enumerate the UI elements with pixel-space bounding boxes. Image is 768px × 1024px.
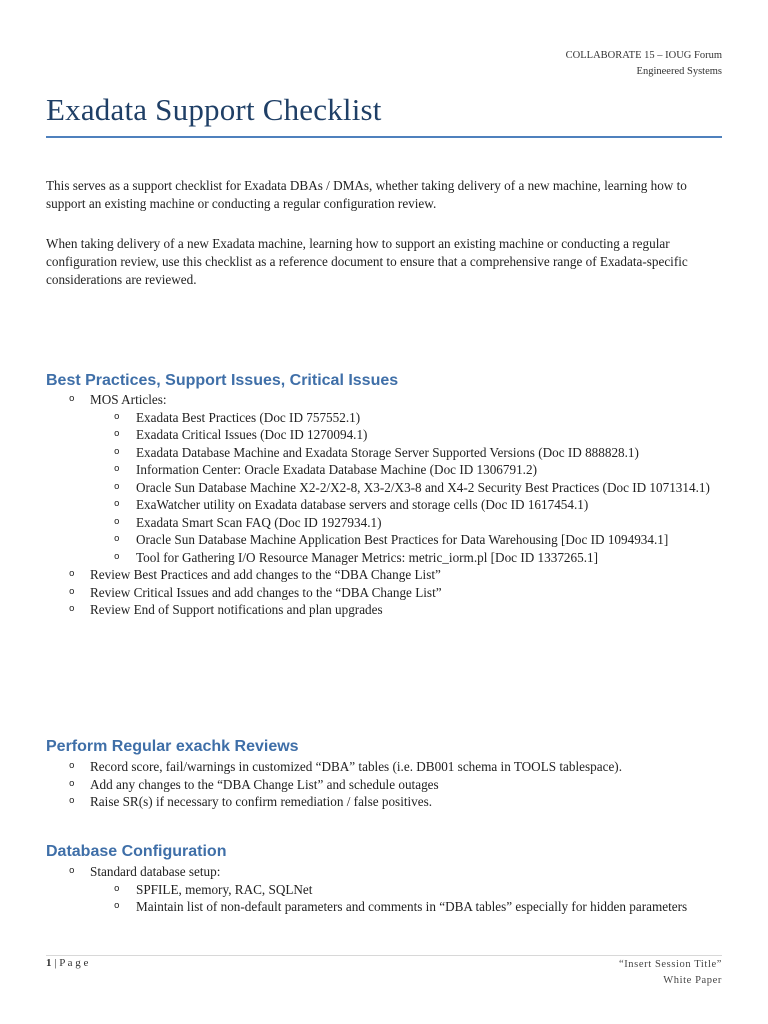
page-number-footer <box>46 957 88 969</box>
list-item-text: Tool for Gathering I/O Resource Manager Metrics: metric_iorm.pl [Doc ID 1337265.1] <box>136 549 598 565</box>
list-item <box>90 409 722 427</box>
running-footer <box>619 957 722 989</box>
bullet-circle-icon: o <box>114 516 120 527</box>
list-item-text: MOS Articles: <box>90 392 167 407</box>
header-track: Engineered Systems <box>636 66 722 77</box>
list-item-text: SPFILE, memory, RAC, SQLNet <box>136 881 313 897</box>
list-item <box>90 898 722 916</box>
list-item <box>90 881 722 899</box>
page-title: Exadata Support Checklist <box>46 92 382 127</box>
bullet-circle-icon: o <box>114 883 120 894</box>
bullet-circle-icon: o <box>114 411 120 422</box>
list-item <box>46 584 722 602</box>
section-heading-best-practices: Best Practices, Support Issues, Critical Issues <box>46 372 399 389</box>
list-item-text: Exadata Smart Scan FAQ (Doc ID 1927934.1) <box>136 514 382 530</box>
list-item-text: Standard database setup: <box>90 864 221 879</box>
bullet-circle-icon: o <box>114 464 120 474</box>
bullet-circle-icon: o <box>69 866 75 876</box>
intro-paragraph-1: This serves as a support checklist for Exadata DBAs / DMAs, whether taking delivery of a new machine, learning how to support an existing machine or conducting a regular configuration review. <box>46 178 687 211</box>
list-item-text: Raise SR(s) if necessary to confirm remediation / false positives. <box>90 794 433 809</box>
header-conference: COLLABORATE 15 – IOUG Forum <box>565 50 722 61</box>
list-item <box>46 391 722 566</box>
database-configuration-list <box>46 863 722 916</box>
list-item-text: Oracle Sun Database Machine Application Best Practices for Data Warehousing [Doc ID 1094934.1] <box>136 532 669 547</box>
page-number: 1 <box>46 957 52 969</box>
bullet-circle-icon: o <box>114 534 120 544</box>
standard-setup-list <box>90 881 722 916</box>
list-item-text: Maintain list of non-default parameters and comments in “DBA tables” especially for hidden parameters <box>136 899 688 914</box>
bullet-circle-icon: o <box>114 551 120 562</box>
list-item-text: Review Best Practices and add changes to the “DBA Change List” <box>90 567 441 582</box>
best-practices-list <box>46 391 722 619</box>
list-item-text: Add any changes to the “DBA Change List” and schedule outages <box>90 776 439 792</box>
footer-divider <box>46 955 722 956</box>
bullet-circle-icon: o <box>69 586 75 597</box>
bullet-circle-icon: o <box>69 761 75 771</box>
list-item-text: Review Critical Issues and add changes to the “DBA Change List” <box>90 584 442 600</box>
list-item-text: Record score, fail/warnings in customized “DBA” tables (i.e. DB001 schema in TOOLS tablespace). <box>90 759 622 774</box>
section-heading-database-configuration: Database Configuration <box>46 843 227 860</box>
list-item <box>46 758 722 776</box>
list-item <box>90 461 722 479</box>
mos-articles-list <box>90 409 722 567</box>
list-item <box>90 479 722 497</box>
list-item-text: Exadata Database Machine and Exadata Storage Server Supported Versions (Doc ID 888828.1) <box>136 444 639 460</box>
bullet-circle-icon: o <box>114 901 120 911</box>
list-item <box>90 496 722 514</box>
list-item <box>46 566 722 584</box>
section-heading-exachk: Perform Regular exachk Reviews <box>46 738 299 755</box>
list-item-text: Oracle Sun Database Machine X2-2/X2-8, X3-2/X3-8 and X4-2 Security Best Practices (Doc ID 1071314.1) <box>136 479 710 495</box>
list-item <box>90 426 722 444</box>
list-item <box>90 549 722 567</box>
running-header <box>566 48 722 80</box>
list-item-text: Information Center: Oracle Exadata Database Machine (Doc ID 1306791.2) <box>136 462 537 477</box>
exachk-list <box>46 758 722 811</box>
list-item-text: Exadata Best Practices (Doc ID 757552.1) <box>136 409 361 425</box>
list-item-text: Review End of Support notifications and plan upgrades <box>90 602 383 617</box>
list-item <box>46 601 722 619</box>
bullet-circle-icon: o <box>69 394 75 404</box>
bullet-circle-icon: o <box>69 604 75 614</box>
list-item <box>46 776 722 794</box>
footer-session-title: “Insert Session Title” <box>618 959 722 970</box>
title-underline <box>46 136 722 138</box>
list-item <box>90 531 722 549</box>
bullet-circle-icon: o <box>114 446 120 457</box>
list-item-text: ExaWatcher utility on Exadata database servers and storage cells (Doc ID 1617454.1) <box>136 497 589 512</box>
list-item <box>90 514 722 532</box>
footer-doc-type: White Paper <box>663 975 722 986</box>
bullet-circle-icon: o <box>114 481 120 492</box>
bullet-circle-icon: o <box>69 569 75 579</box>
list-item <box>46 863 722 916</box>
list-item <box>90 444 722 462</box>
bullet-circle-icon: o <box>114 499 120 509</box>
list-item <box>46 793 722 811</box>
list-item-text: Exadata Critical Issues (Doc ID 1270094.1) <box>136 427 368 442</box>
intro-paragraph-2: When taking delivery of a new Exadata machine, learning how to support an existing machine or conducting a regular configuration review, use this checklist as a reference document to ensure that a comprehensive range of Exadata-specific considerations are reviewed. <box>46 236 688 287</box>
page-label: | P a g e <box>54 957 89 969</box>
bullet-circle-icon: o <box>69 796 75 806</box>
bullet-circle-icon: o <box>69 778 75 789</box>
bullet-circle-icon: o <box>114 429 120 439</box>
